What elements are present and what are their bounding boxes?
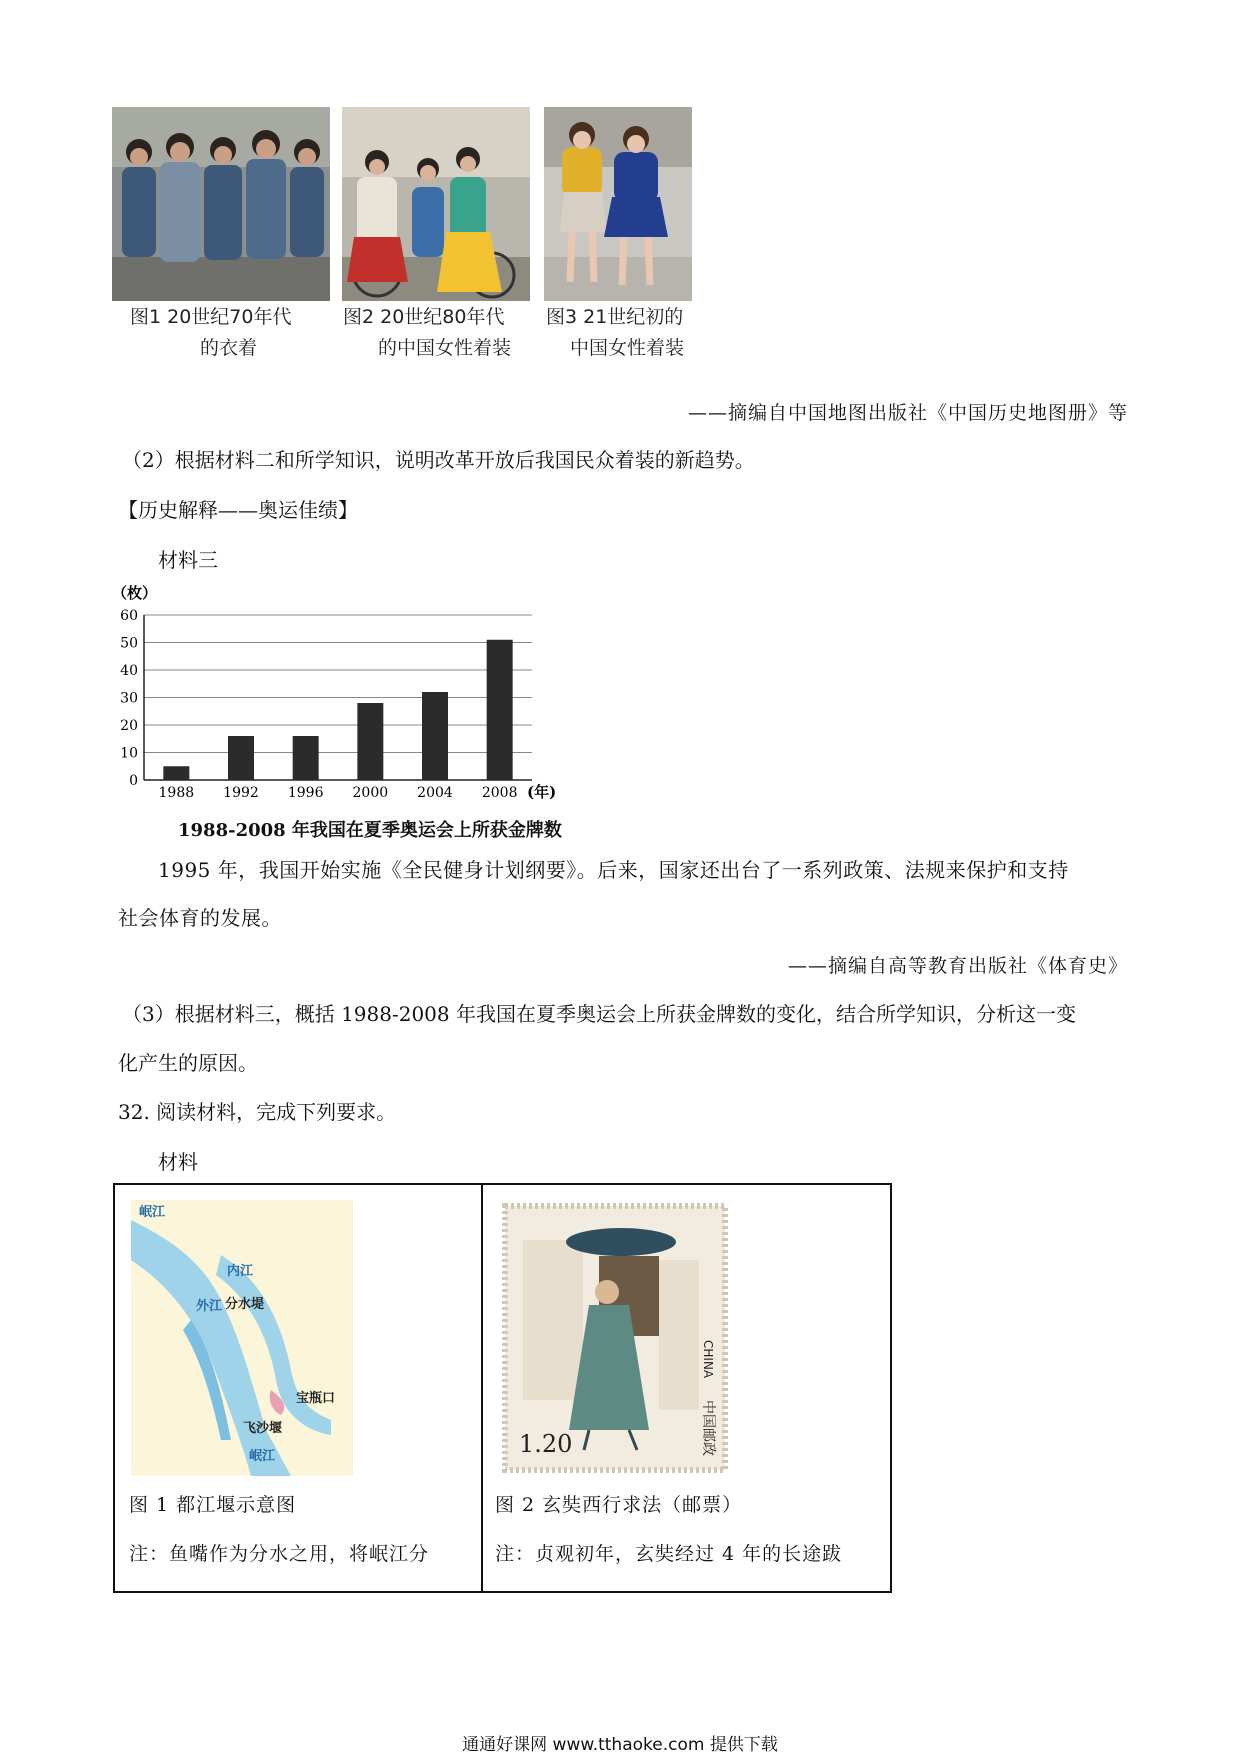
material-label: 材料 [158, 1150, 198, 1174]
page-footer: 通通好课网 www.tthaoke.com 提供下载 [462, 1735, 778, 1755]
question-2: （2）根据材料二和所学知识，说明改革开放后我国民众着装的新趋势。 [122, 448, 755, 472]
x-tick-label-1992: 1992 [223, 785, 259, 801]
y-tick-label-40: 40 [120, 663, 138, 679]
chart-bars [163, 640, 512, 780]
chart-grid [144, 615, 532, 780]
y-tick-label-20: 20 [120, 718, 138, 734]
bar-2004 [422, 692, 448, 780]
chart-title: 1988-2008 年我国在夏季奥运会上所获金牌数 [178, 820, 562, 841]
chart-y-axis-label: （枚） [112, 584, 158, 602]
x-tick-label-1996: 1996 [287, 785, 324, 801]
map-label-minjiang-top: 岷江 [139, 1205, 166, 1220]
bar-1992 [228, 736, 254, 780]
gold-medal-chart [112, 580, 572, 810]
question-3-line2: 化产生的原因。 [118, 1051, 258, 1075]
photo-2-caption-line2: 的中国女性着装 [378, 337, 512, 359]
photo-2-caption-line1: 图2 20世纪80年代 [343, 306, 505, 328]
map-label-waijiang: 外江 [196, 1299, 223, 1314]
figure-2-caption: 图 2 玄奘西行求法（邮票） [495, 1494, 743, 1516]
map-label-feishayan: 飞沙堰 [243, 1421, 283, 1436]
source-citation-1: ——摘编自中国地图出版社《中国历史地图册》等 [687, 402, 1128, 424]
map-label-neijiang: 内江 [227, 1264, 254, 1279]
photo-3-caption-line2: 中国女性着装 [570, 337, 685, 359]
photo-1980s-clothing [342, 107, 530, 301]
question-32: 32. 阅读材料，完成下列要求。 [118, 1100, 397, 1124]
y-tick-label-30: 30 [120, 690, 138, 707]
material-table [113, 1183, 892, 1593]
chart-x-axis-label: (年) [527, 783, 557, 801]
y-tick-label-10: 10 [120, 745, 138, 762]
chart-x-tick-labels [159, 785, 518, 801]
table-divider [481, 1185, 483, 1591]
x-tick-label-2000: 2000 [352, 785, 389, 801]
photo-1-caption-line1: 图1 20世纪70年代 [130, 306, 292, 328]
y-tick-label-50: 50 [120, 635, 138, 652]
x-tick-label-2004: 2004 [417, 785, 453, 801]
photo-1-caption-line2: 的衣着 [200, 337, 258, 359]
figure-1-note: 注：鱼嘴作为分水之用，将岷江分 [129, 1543, 430, 1565]
dujiangyan-map [131, 1200, 353, 1476]
xuanzang-stamp [499, 1200, 731, 1476]
photo-2000s-clothing [544, 107, 692, 301]
photo-3-caption-line1: 图3 21世纪初的 [546, 306, 684, 328]
stamp-china: CHINA [701, 1340, 715, 1379]
chart-y-tick-labels [120, 608, 138, 789]
figure-1-caption: 图 1 都江堰示意图 [129, 1494, 297, 1516]
material-3-label: 材料三 [158, 548, 218, 572]
section-heading: 【历史解释——奥运佳绩】 [118, 498, 358, 522]
paragraph-3-line1: 1995 年，我国开始实施《全民健身计划纲要》。后来，国家还出台了一系列政策、法规来保护和支持 [158, 858, 1069, 882]
bar-2008 [487, 640, 513, 780]
map-label-minjiang-bottom: 岷江 [249, 1449, 276, 1464]
y-tick-label-60: 60 [120, 608, 138, 624]
source-citation-3: ——摘编自高等教育出版社《体育史》 [787, 955, 1128, 977]
stamp-country: 中国邮政 [700, 1400, 716, 1456]
stamp-value: 1.20 [519, 1430, 573, 1458]
bar-2000 [357, 703, 383, 780]
question-3-line1: （3）根据材料三，概括 1988-2008 年我国在夏季奥运会上所获金牌数的变化，结合所学知识，分析这一变 [122, 1002, 1076, 1026]
figure-2-note: 注：贞观初年，玄奘经过 4 年的长途跋 [495, 1543, 843, 1565]
bar-1988 [163, 766, 189, 780]
x-tick-label-1988: 1988 [158, 785, 195, 801]
map-label-baopingkou: 宝瓶口 [296, 1391, 336, 1406]
paragraph-3-line2: 社会体育的发展。 [118, 906, 282, 930]
y-tick-label-0: 0 [129, 773, 138, 789]
photo-1970s-clothing [112, 107, 330, 301]
bar-1996 [293, 736, 319, 780]
map-label-fenshuidi: 分水堤 [225, 1297, 265, 1312]
x-tick-label-2008: 2008 [481, 785, 518, 801]
